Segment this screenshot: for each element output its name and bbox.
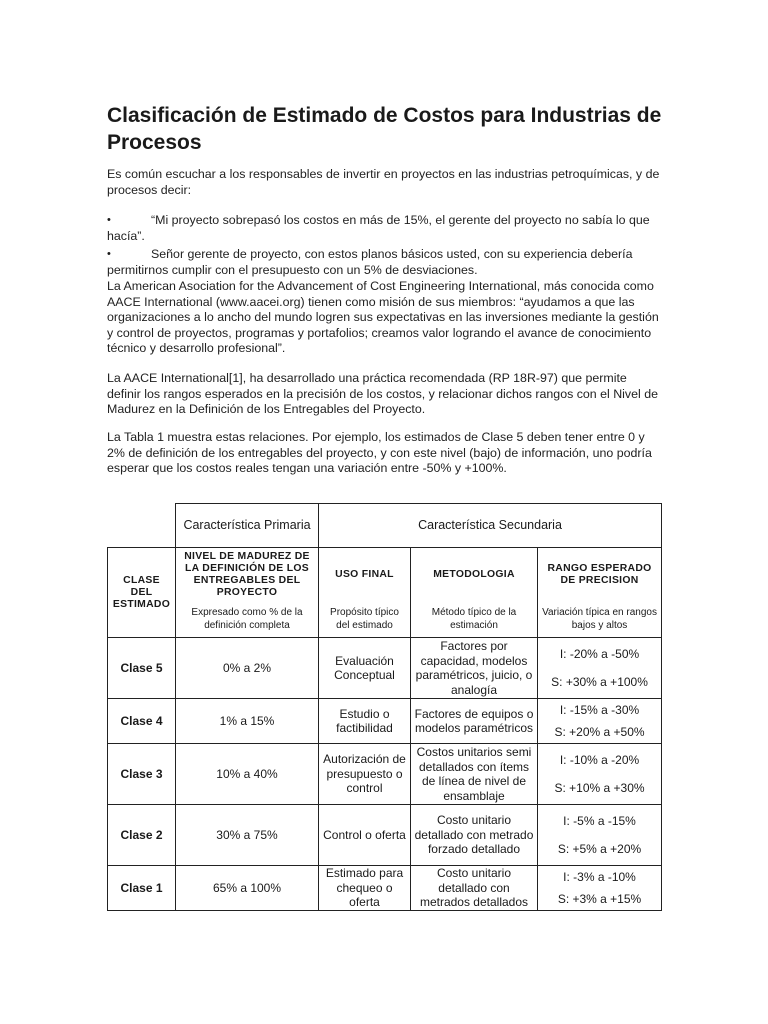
class-cell: Clase 5 bbox=[108, 638, 176, 699]
method-cell: Factores por capacidad, modelos paramétricos, juicio, o analogía bbox=[411, 638, 538, 699]
empty-corner-cell bbox=[108, 504, 176, 548]
range-cell bbox=[538, 638, 662, 699]
bullet-text: “Mi proyecto sobrepasó los costos en más de 15%, el gerente del proyecto no sabía lo que hacía”. bbox=[107, 213, 650, 243]
range-cell bbox=[538, 699, 662, 744]
maturity-cell: 0% a 2% bbox=[176, 638, 319, 699]
method-column-subheader: Método típico de la estimación bbox=[411, 602, 538, 638]
intro-paragraph: Es común escuchar a los responsables de invertir en proyectos en las industrias petroquímicas, y de procesos decir: bbox=[107, 167, 660, 197]
page-title: Clasificación de Estimado de Costos para Industrias de Procesos bbox=[107, 104, 662, 154]
table-row bbox=[108, 638, 662, 699]
bullet-marker: • bbox=[107, 248, 111, 260]
practice-paragraph: La AACE International[1], ha desarrollado una práctica recomendada (RP 18R-97) que permite definir los rangos esperados en la precisión de los costos, y relacionar dichos rangos con el Nivel de Madurez en la Definición de los Entregables del Proyecto. bbox=[107, 371, 658, 416]
bullet-text: Señor gerente de proyecto, con estos planos básicos usted, con su experiencia debería permitirnos cumplir con el presupuesto con un 5% de desviaciones. bbox=[107, 247, 633, 277]
class-cell: Clase 1 bbox=[108, 866, 176, 911]
use-cell: Evaluación Conceptual bbox=[319, 638, 411, 699]
table-subheader-row bbox=[108, 602, 662, 638]
maturity-cell: 1% a 15% bbox=[176, 699, 319, 744]
table-row bbox=[108, 866, 662, 911]
table-row bbox=[108, 805, 662, 866]
method-cell: Costo unitario detallado con metrado forzado detallado bbox=[411, 805, 538, 866]
table-group-header-row bbox=[108, 504, 662, 548]
table-row bbox=[108, 699, 662, 744]
bullet-item-1 bbox=[107, 213, 662, 244]
range-high: S: +3% a +15% bbox=[557, 892, 642, 906]
use-cell: Control o oferta bbox=[319, 805, 411, 866]
maturity-cell: 30% a 75% bbox=[176, 805, 319, 866]
secondary-header: Característica Secundaria bbox=[319, 504, 662, 548]
table-row bbox=[108, 744, 662, 805]
range-low: I: -10% a -20% bbox=[559, 753, 640, 767]
range-cell bbox=[538, 866, 662, 911]
range-column-header: RANGO ESPERADO DE PRECISION bbox=[538, 548, 662, 602]
primary-header: Característica Primaria bbox=[176, 504, 319, 548]
method-cell: Costos unitarios semi detallados con ítems de línea de nivel de ensamblaje bbox=[411, 744, 538, 805]
range-cell bbox=[538, 805, 662, 866]
estimate-class-table bbox=[107, 503, 662, 911]
range-low: I: -5% a -15% bbox=[563, 814, 636, 828]
maturity-cell: 10% a 40% bbox=[176, 744, 319, 805]
range-low: I: -3% a -10% bbox=[563, 870, 636, 884]
aace-paragraph: La American Asociation for the Advancement of Cost Engineering International, más conocida como AACE International (www.aacei.org) tienen como misión de sus miembros: “ayudamos a que las organizaciones a lo ancho del mundo logren sus expectativas en las inversiones mediante la gestión y control de proyectos, programas y portafolios; creamos valor logrando el avance de conocimiento técnico y desarrollo profesional”. bbox=[107, 279, 659, 355]
use-column-subheader: Propósito típico del estimado bbox=[319, 602, 411, 638]
method-cell: Factores de equipos o modelos paramétricos bbox=[411, 699, 538, 744]
use-cell: Estudio o factibilidad bbox=[319, 699, 411, 744]
use-cell: Estimado para chequeo o oferta bbox=[319, 866, 411, 911]
range-high: S: +30% a +100% bbox=[551, 675, 648, 689]
maturity-column-subheader: Expresado como % de la definición completa bbox=[176, 602, 319, 638]
bullet-marker: • bbox=[107, 214, 111, 226]
class-column-header: CLASE DEL ESTIMADO bbox=[108, 548, 176, 638]
range-cell bbox=[538, 744, 662, 805]
class-cell: Clase 3 bbox=[108, 744, 176, 805]
range-low: I: -20% a -50% bbox=[559, 647, 640, 661]
maturity-column-header: NIVEL DE MADUREZ DE LA DEFINICIÓN DE LOS ENTREGABLES DEL PROYECTO bbox=[176, 548, 319, 602]
range-high: S: +20% a +50% bbox=[554, 725, 645, 739]
range-high: S: +5% a +20% bbox=[557, 842, 642, 856]
range-low: I: -15% a -30% bbox=[559, 703, 640, 717]
range-high: S: +10% a +30% bbox=[554, 781, 645, 795]
maturity-cell: 65% a 100% bbox=[176, 866, 319, 911]
class-cell: Clase 4 bbox=[108, 699, 176, 744]
range-column-subheader: Variación típica en rangos bajos y altos bbox=[538, 602, 662, 638]
method-column-header: METODOLOGIA bbox=[411, 548, 538, 602]
bullet-item-2 bbox=[107, 247, 662, 278]
table-header-row bbox=[108, 548, 662, 602]
table-intro-paragraph: La Tabla 1 muestra estas relaciones. Por ejemplo, los estimados de Clase 5 deben tener entre 0 y 2% de definición de los entregables del proyecto, y con este nivel (bajo) de información, uno podría esperar que los costos reales tengan una variación entre -50% y +100%. bbox=[107, 430, 652, 475]
class-cell: Clase 2 bbox=[108, 805, 176, 866]
use-cell: Autorización de presupuesto o control bbox=[319, 744, 411, 805]
use-column-header: USO FINAL bbox=[319, 548, 411, 602]
method-cell: Costo unitario detallado con metrados detallados bbox=[411, 866, 538, 911]
